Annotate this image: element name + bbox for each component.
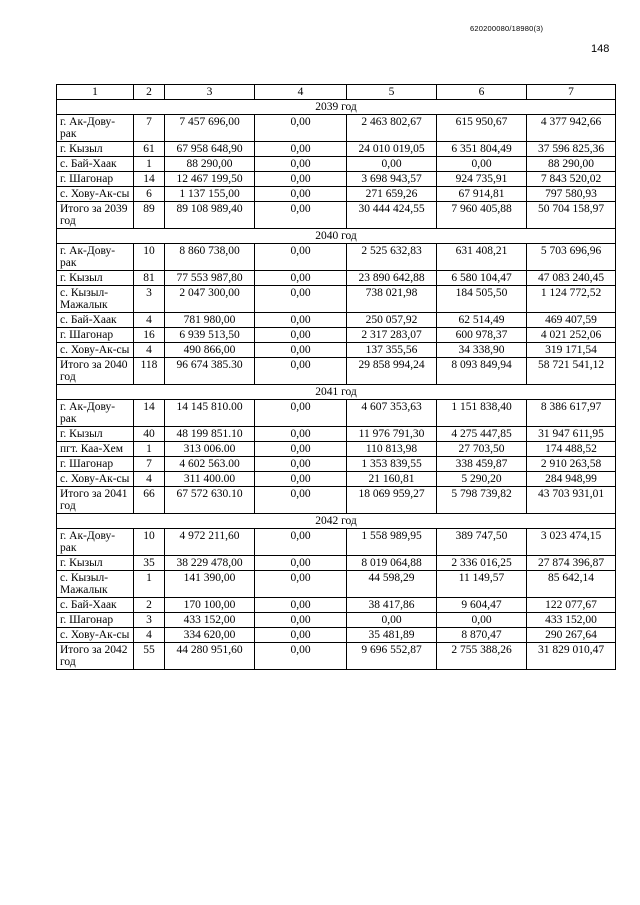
year-label: 2042 год	[57, 514, 616, 529]
amount-cell: 631 408,21	[437, 244, 527, 271]
amount-cell: 47 083 240,45	[527, 271, 616, 286]
count-cell: 1	[134, 571, 165, 598]
document-id: 620200080/18980(3)	[470, 24, 544, 33]
amount-cell: 0,00	[255, 172, 347, 187]
year-section-header	[57, 100, 616, 115]
settlement-cell: г. Ак-Дову-рак	[57, 529, 134, 556]
amount-cell: 48 199 851.10	[165, 427, 255, 442]
year-label: 2041 год	[57, 385, 616, 400]
amount-cell: 1 353 839,55	[347, 457, 437, 472]
settlement-cell: г. Шагонар	[57, 328, 134, 343]
amount-cell: 0,00	[255, 442, 347, 457]
count-cell: 55	[134, 643, 165, 670]
count-cell: 4	[134, 628, 165, 643]
amount-cell: 85 642,14	[527, 571, 616, 598]
column-header: 3	[165, 85, 255, 100]
amount-cell: 27 874 396,87	[527, 556, 616, 571]
settlement-cell: с. Кызыл-Мажалык	[57, 286, 134, 313]
settlement-cell: г. Кызыл	[57, 556, 134, 571]
column-header: 1	[57, 85, 134, 100]
amount-cell: 433 152,00	[165, 613, 255, 628]
amount-cell: 0,00	[255, 613, 347, 628]
amount-cell: 89 108 989,40	[165, 202, 255, 229]
amount-cell: 0,00	[255, 358, 347, 385]
table-row	[57, 613, 616, 628]
table-row	[57, 628, 616, 643]
settlement-cell: с. Бай-Хаак	[57, 157, 134, 172]
amount-cell: 5 798 739,82	[437, 487, 527, 514]
settlement-cell: с. Кызыл-Мажалык	[57, 571, 134, 598]
count-cell: 61	[134, 142, 165, 157]
amount-cell: 43 703 931,01	[527, 487, 616, 514]
amount-cell: 8 019 064,88	[347, 556, 437, 571]
amount-cell: 30 444 424,55	[347, 202, 437, 229]
amount-cell: 2 463 802,67	[347, 115, 437, 142]
table-row	[57, 457, 616, 472]
count-cell: 4	[134, 472, 165, 487]
amount-cell: 1 151 838,40	[437, 400, 527, 427]
year-section-header	[57, 229, 616, 244]
amount-cell: 2 047 300,00	[165, 286, 255, 313]
amount-cell: 88 290,00	[165, 157, 255, 172]
amount-cell: 38 229 478,00	[165, 556, 255, 571]
table-row	[57, 343, 616, 358]
settlement-cell: г. Ак-Дову-рак	[57, 400, 134, 427]
amount-cell: 738 021,98	[347, 286, 437, 313]
amount-cell: 137 355,56	[347, 343, 437, 358]
amount-cell: 141 390,00	[165, 571, 255, 598]
amount-cell: 1 558 989,95	[347, 529, 437, 556]
amount-cell: 0,00	[255, 571, 347, 598]
year-section-header	[57, 385, 616, 400]
amount-cell: 311 400.00	[165, 472, 255, 487]
count-cell: 4	[134, 343, 165, 358]
count-cell: 1	[134, 442, 165, 457]
count-cell: 10	[134, 529, 165, 556]
amount-cell: 319 171,54	[527, 343, 616, 358]
count-cell: 40	[134, 427, 165, 442]
count-cell: 3	[134, 613, 165, 628]
settlement-cell: с. Хову-Ак-сы	[57, 472, 134, 487]
amount-cell: 797 580,93	[527, 187, 616, 202]
amount-cell: 38 417,86	[347, 598, 437, 613]
amount-cell: 0,00	[255, 556, 347, 571]
settlement-cell: с. Бай-Хаак	[57, 313, 134, 328]
amount-cell: 250 057,92	[347, 313, 437, 328]
amount-cell: 14 145 810.00	[165, 400, 255, 427]
amount-cell: 0,00	[255, 244, 347, 271]
settlement-cell: г. Ак-Дову-рак	[57, 244, 134, 271]
amount-cell: 8 093 849,94	[437, 358, 527, 385]
count-cell: 14	[134, 400, 165, 427]
amount-cell: 21 160,81	[347, 472, 437, 487]
settlement-cell: Итого за 2040 год	[57, 358, 134, 385]
amount-cell: 37 596 825,36	[527, 142, 616, 157]
table-row	[57, 442, 616, 457]
amount-cell: 924 735,91	[437, 172, 527, 187]
amount-cell: 3 698 943,57	[347, 172, 437, 187]
table-row	[57, 142, 616, 157]
amount-cell: 96 674 385.30	[165, 358, 255, 385]
count-cell: 35	[134, 556, 165, 571]
amount-cell: 8 870,47	[437, 628, 527, 643]
count-cell: 3	[134, 286, 165, 313]
column-header: 4	[255, 85, 347, 100]
column-header: 2	[134, 85, 165, 100]
table-row	[57, 472, 616, 487]
amount-cell: 615 950,67	[437, 115, 527, 142]
amount-cell: 4 607 353,63	[347, 400, 437, 427]
amount-cell: 1 124 772,52	[527, 286, 616, 313]
table-row	[57, 187, 616, 202]
table-row	[57, 328, 616, 343]
settlement-cell: г. Кызыл	[57, 142, 134, 157]
amount-cell: 313 006.00	[165, 442, 255, 457]
amount-cell: 490 866,00	[165, 343, 255, 358]
settlement-cell: Итого за 2039 год	[57, 202, 134, 229]
amount-cell: 18 069 959,27	[347, 487, 437, 514]
table-row	[57, 313, 616, 328]
settlement-cell: с. Хову-Ак-сы	[57, 187, 134, 202]
amount-cell: 433 152,00	[527, 613, 616, 628]
amount-cell: 4 275 447,85	[437, 427, 527, 442]
count-cell: 81	[134, 271, 165, 286]
page-number: 148	[591, 43, 610, 55]
amount-cell: 2 317 283,07	[347, 328, 437, 343]
count-cell: 7	[134, 115, 165, 142]
column-header: 5	[347, 85, 437, 100]
amount-cell: 334 620,00	[165, 628, 255, 643]
amount-cell: 0,00	[255, 286, 347, 313]
count-cell: 4	[134, 313, 165, 328]
amount-cell: 271 659,26	[347, 187, 437, 202]
amount-cell: 0,00	[255, 487, 347, 514]
settlement-cell: г. Шагонар	[57, 457, 134, 472]
amount-cell: 0,00	[255, 400, 347, 427]
amount-cell: 2 336 016,25	[437, 556, 527, 571]
amount-cell: 67 914,81	[437, 187, 527, 202]
amount-cell: 338 459,87	[437, 457, 527, 472]
table-row	[57, 598, 616, 613]
amount-cell: 0,00	[255, 628, 347, 643]
settlement-cell: Итого за 2041 год	[57, 487, 134, 514]
total-row	[57, 643, 616, 670]
amount-cell: 62 514,49	[437, 313, 527, 328]
amount-cell: 0,00	[255, 157, 347, 172]
amount-cell: 0,00	[437, 157, 527, 172]
amount-cell: 8 386 617,97	[527, 400, 616, 427]
year-section-header	[57, 514, 616, 529]
amount-cell: 2 755 388,26	[437, 643, 527, 670]
table-row	[57, 571, 616, 598]
table-row	[57, 172, 616, 187]
amount-cell: 0,00	[255, 187, 347, 202]
amount-cell: 6 939 513,50	[165, 328, 255, 343]
total-row	[57, 202, 616, 229]
amount-cell: 24 010 019,05	[347, 142, 437, 157]
amount-cell: 7 457 696,00	[165, 115, 255, 142]
amount-cell: 4 602 563.00	[165, 457, 255, 472]
amount-cell: 4 972 211,60	[165, 529, 255, 556]
amount-cell: 27 703,50	[437, 442, 527, 457]
amount-cell: 469 407,59	[527, 313, 616, 328]
year-label: 2040 год	[57, 229, 616, 244]
table-row	[57, 427, 616, 442]
table-row	[57, 556, 616, 571]
amount-cell: 781 980,00	[165, 313, 255, 328]
amount-cell: 0,00	[255, 598, 347, 613]
amount-cell: 88 290,00	[527, 157, 616, 172]
amount-cell: 8 860 738,00	[165, 244, 255, 271]
amount-cell: 184 505,50	[437, 286, 527, 313]
table-row	[57, 286, 616, 313]
amount-cell: 290 267,64	[527, 628, 616, 643]
settlement-cell: с. Хову-Ак-сы	[57, 343, 134, 358]
table-row	[57, 529, 616, 556]
count-cell: 6	[134, 187, 165, 202]
table-row	[57, 271, 616, 286]
amount-cell: 67 958 648,90	[165, 142, 255, 157]
amount-cell: 0,00	[255, 529, 347, 556]
amount-cell: 31 829 010,47	[527, 643, 616, 670]
amount-cell: 31 947 611,95	[527, 427, 616, 442]
budget-table	[56, 84, 616, 670]
amount-cell: 0,00	[437, 613, 527, 628]
amount-cell: 122 077,67	[527, 598, 616, 613]
amount-cell: 0,00	[255, 142, 347, 157]
amount-cell: 0,00	[255, 271, 347, 286]
amount-cell: 7 843 520,02	[527, 172, 616, 187]
amount-cell: 11 149,57	[437, 571, 527, 598]
column-header: 6	[437, 85, 527, 100]
count-cell: 118	[134, 358, 165, 385]
amount-cell: 0,00	[255, 457, 347, 472]
amount-cell: 0,00	[255, 643, 347, 670]
amount-cell: 50 704 158,97	[527, 202, 616, 229]
column-header: 7	[527, 85, 616, 100]
amount-cell: 0,00	[347, 157, 437, 172]
count-cell: 89	[134, 202, 165, 229]
total-row	[57, 358, 616, 385]
amount-cell: 0,00	[347, 613, 437, 628]
amount-cell: 174 488,52	[527, 442, 616, 457]
settlement-cell: г. Ак-Дову-рак	[57, 115, 134, 142]
amount-cell: 389 747,50	[437, 529, 527, 556]
amount-cell: 34 338,90	[437, 343, 527, 358]
count-cell: 10	[134, 244, 165, 271]
amount-cell: 0,00	[255, 313, 347, 328]
count-cell: 7	[134, 457, 165, 472]
amount-cell: 110 813,98	[347, 442, 437, 457]
table-row	[57, 400, 616, 427]
settlement-cell: г. Шагонар	[57, 172, 134, 187]
amount-cell: 5 703 696,96	[527, 244, 616, 271]
amount-cell: 44 598,29	[347, 571, 437, 598]
amount-cell: 9 604,47	[437, 598, 527, 613]
settlement-cell: Итого за 2042 год	[57, 643, 134, 670]
count-cell: 16	[134, 328, 165, 343]
amount-cell: 170 100,00	[165, 598, 255, 613]
amount-cell: 11 976 791,30	[347, 427, 437, 442]
settlement-cell: г. Кызыл	[57, 427, 134, 442]
total-row	[57, 487, 616, 514]
amount-cell: 284 948,99	[527, 472, 616, 487]
amount-cell: 0,00	[255, 328, 347, 343]
amount-cell: 12 467 199,50	[165, 172, 255, 187]
amount-cell: 23 890 642,88	[347, 271, 437, 286]
amount-cell: 44 280 951,60	[165, 643, 255, 670]
amount-cell: 1 137 155,00	[165, 187, 255, 202]
amount-cell: 4 377 942,66	[527, 115, 616, 142]
amount-cell: 6 351 804,49	[437, 142, 527, 157]
settlement-cell: пгт. Каа-Хем	[57, 442, 134, 457]
amount-cell: 0,00	[255, 427, 347, 442]
amount-cell: 2 525 632,83	[347, 244, 437, 271]
amount-cell: 77 553 987,80	[165, 271, 255, 286]
column-header-row	[57, 85, 616, 100]
amount-cell: 9 696 552,87	[347, 643, 437, 670]
amount-cell: 4 021 252,06	[527, 328, 616, 343]
amount-cell: 2 910 263,58	[527, 457, 616, 472]
amount-cell: 29 858 994,24	[347, 358, 437, 385]
amount-cell: 3 023 474,15	[527, 529, 616, 556]
count-cell: 14	[134, 172, 165, 187]
settlement-cell: г. Кызыл	[57, 271, 134, 286]
amount-cell: 5 290,20	[437, 472, 527, 487]
amount-cell: 0,00	[255, 115, 347, 142]
table-row	[57, 157, 616, 172]
count-cell: 66	[134, 487, 165, 514]
settlement-cell: с. Бай-Хаак	[57, 598, 134, 613]
amount-cell: 58 721 541,12	[527, 358, 616, 385]
amount-cell: 67 572 630.10	[165, 487, 255, 514]
amount-cell: 600 978,37	[437, 328, 527, 343]
amount-cell: 6 580 104,47	[437, 271, 527, 286]
amount-cell: 7 960 405,88	[437, 202, 527, 229]
amount-cell: 0,00	[255, 202, 347, 229]
table-row	[57, 244, 616, 271]
year-label: 2039 год	[57, 100, 616, 115]
settlement-cell: с. Хову-Ак-сы	[57, 628, 134, 643]
count-cell: 2	[134, 598, 165, 613]
table-row	[57, 115, 616, 142]
count-cell: 1	[134, 157, 165, 172]
amount-cell: 35 481,89	[347, 628, 437, 643]
settlement-cell: г. Шагонар	[57, 613, 134, 628]
amount-cell: 0,00	[255, 472, 347, 487]
amount-cell: 0,00	[255, 343, 347, 358]
